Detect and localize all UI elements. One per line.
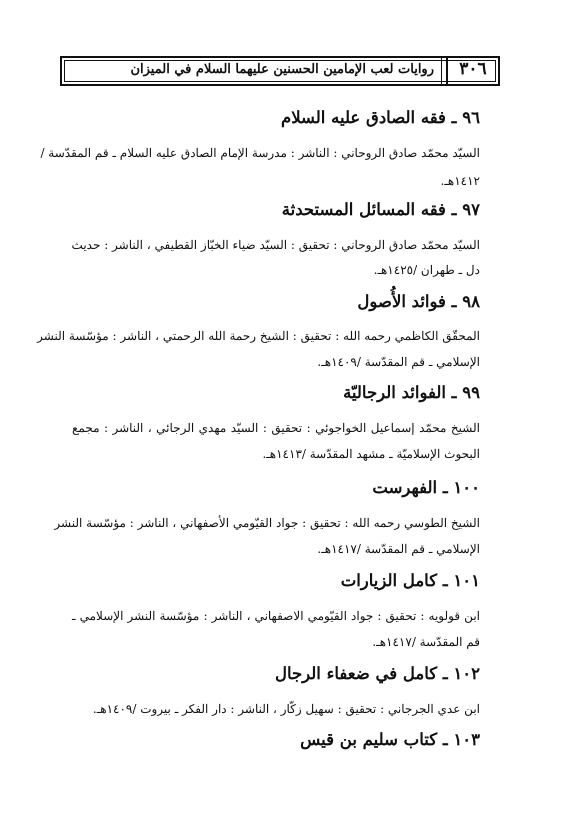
entry-text-line: الشيخ الطوسي رحمه الله : تحقيق : جواد القيّومي الأصفهاني ، الناشر : مؤسّسة النشر (54, 516, 480, 530)
entry-text-line: الإسلامي ـ قم المقدّسة /١٤٠٩هـ. (317, 355, 480, 369)
entry-title: ١٠٢ ـ كامل في ضعفاء الرجال (274, 664, 480, 683)
entry-title: ١٠١ ـ كامل الزيارات (340, 571, 480, 590)
entry-title: ٩٦ ـ فقه الصادق عليه السلام (281, 108, 480, 127)
page-header (60, 56, 500, 86)
entry-text-line: الإسلامي ـ قم المقدّسة /١٤١٧هـ. (317, 542, 480, 556)
entry-title: ١٠٠ ـ الفهرست (372, 478, 480, 497)
entry-text-line: ١٤١٢هـ. (440, 174, 480, 188)
entry-text-line: قم المقدّسة /١٤١٧هـ. (372, 635, 480, 649)
entry-title: ١٠٣ ـ كتاب سليم بن قيس (300, 730, 480, 749)
header-divider-thin (441, 56, 442, 86)
entry-text-line: المحقّق الكاظمي رحمه الله : تحقيق : الشيخ رحمة الله الرحمتي ، الناشر : مؤسّسة النشر (37, 329, 480, 343)
entry-title: ٩٧ ـ فقه المسائل المستحدثة (281, 200, 480, 219)
running-title: روايات لعب الإمامين الحسنين عليهما السلام في الميزان (130, 62, 434, 77)
page-number: ٣٠٦ (459, 59, 487, 79)
entry-text-line: ابن قولويه : تحقيق : جواد القيّومي الاصفهاني ، الناشر : مؤسّسة النشر الإسلامي ـ (72, 609, 480, 623)
entry-text-line: دل ـ طهران /١٤٢٥هـ. (373, 263, 480, 277)
entry-title: ٩٩ ـ الفوائد الرجاليّة (343, 383, 480, 402)
entry-text-line: البحوث الإسلاميّة ـ مشهد المقدّسة /١٤١٣هـ. (262, 447, 480, 461)
entry-text-line: السيّد محمّد صادق الروحاني : تحقيق : السيّد ضياء الخبّاز القطيفي ، الناشر : حديث (71, 238, 480, 252)
entry-text-line: ابن عدي الجرجاني : تحقيق : سهيل زكّار ، الناشر : دار الفكر ـ بيروت /١٤٠٩هـ. (92, 702, 480, 716)
entry-title: ٩٨ ـ فوائد الأُصول (357, 292, 480, 311)
entry-text-line: السيّد محمّد صادق الروحاني : الناشر : مدرسة الإمام الصادق عليه السلام ـ قم المقدّسة / (40, 146, 480, 160)
entry-text-line: الشيخ محمّد إسماعيل الخواجوئي : تحقيق : السيّد مهدي الرجائي ، الناشر : مجمع (72, 421, 480, 435)
